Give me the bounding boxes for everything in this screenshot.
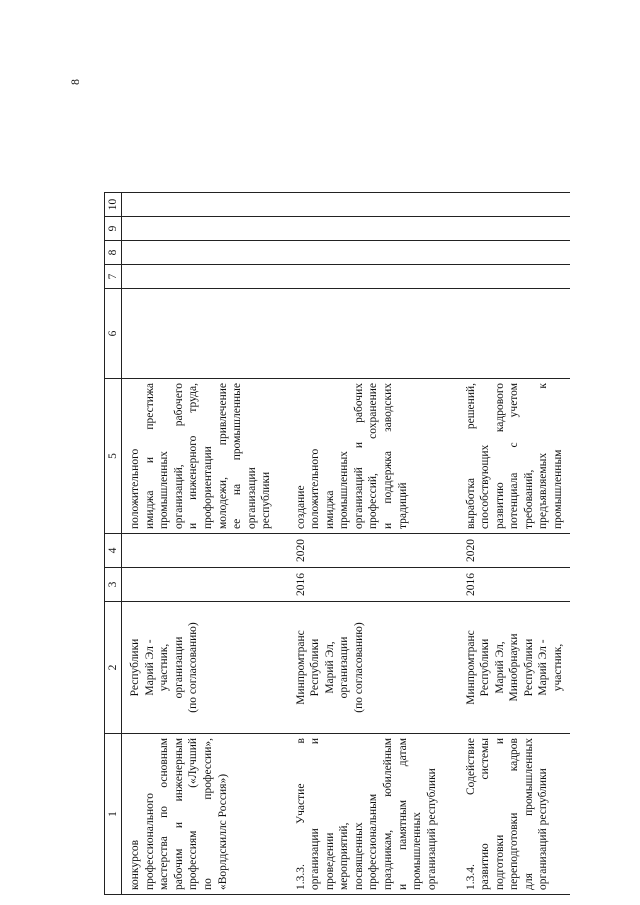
cell-line: «Ворлдскиллс Россия») [216,773,229,890]
cell-col-4: 2020 [458,534,570,568]
cell-line: Марий Эл - [537,639,550,696]
col-header-4: 4 [105,534,122,568]
cell-line: 1.3.3. Участие в [294,738,307,890]
cell-col-5 [288,379,458,534]
cell-line: профориентации [201,446,214,529]
cell-col-9 [122,217,288,241]
cell-line: для промышленных [522,738,535,890]
cell-line: организации и [309,738,322,890]
cell-line: Марий Эл - [143,639,156,696]
cell-col-3: 2016 [458,568,570,602]
cell-line: профессий, сохранение [367,383,380,529]
cell-line: и инженерного труда, [187,383,200,529]
cell-line: посвященных [352,822,365,890]
cell-col-2 [122,602,288,734]
cell-line: Марий Эл, [493,641,506,694]
cell-col-10 [288,193,458,217]
cell-line: положительного [309,448,322,529]
table-row [458,193,570,895]
cell-line: организации [172,636,185,699]
cell-line: промышленным [552,449,565,529]
cell-col-7 [122,265,288,289]
cell-line: организации [338,636,351,699]
col-header-2: 2 [105,602,122,734]
cell-line: выработка решений, [464,383,477,529]
cell-line: организаций республики [537,768,550,890]
cell-line: имиджа и престижа [143,383,156,529]
col-header-6: 6 [105,289,122,379]
col-header-1: 1 [105,734,122,895]
col-header-5: 5 [105,379,122,534]
cell-line: 1.3.4. Содействие [464,738,477,890]
cell-col-8 [122,241,288,265]
cell-col-8 [288,241,458,265]
cell-line: промышленных [338,451,351,529]
cell-line: участник, [158,643,171,692]
cell-line: организации [245,467,258,529]
cell-line: традиций [396,482,409,529]
table-row [122,193,288,895]
cell-col-1 [458,734,570,895]
col-header-10: 10 [105,193,122,217]
cell-col-6 [122,289,288,379]
cell-line: рабочим и инженерным [172,738,185,890]
cell-line: профессиональным [367,793,380,890]
cell-line: Республики [522,638,535,697]
cell-line: Минпромтранс [464,630,477,705]
cell-line: создание [294,485,307,529]
cell-line: профессионального [143,792,156,890]
cell-line: требований, [522,469,535,529]
col-header-7: 7 [105,265,122,289]
program-table [104,192,570,895]
cell-line: способствующих [479,444,492,529]
col-header-9: 9 [105,217,122,241]
cell-col-8 [458,241,570,265]
cell-line: республики [260,471,273,529]
cell-line: предъявляемых к [537,383,550,529]
cell-col-5 [458,379,570,534]
cell-line: имиджа [323,490,336,529]
cell-col-10 [122,193,288,217]
cell-line: Республики [129,638,141,697]
cell-col-6 [288,289,458,379]
cell-col-3 [122,568,288,602]
cell-line: переподготовки кадров [508,738,521,890]
cell-line: потенциала с учетом [508,383,521,529]
cell-line: по профессии», [201,738,214,890]
page-number: 8 [68,79,82,85]
cell-line: положительного [129,448,141,529]
cell-line: организаций республики [425,768,438,890]
cell-col-1 [122,734,288,895]
cell-col-2 [288,602,458,734]
cell-line: подготовки и [493,738,506,890]
cell-col-7 [288,265,458,289]
cell-line: конкурсов [129,839,141,890]
cell-line: развитию кадрового [493,383,506,529]
cell-line: (по согласованию) [352,622,365,713]
cell-line: развитию системы [479,738,492,890]
col-header-8: 8 [105,241,122,265]
cell-line: и поддержка заводских [382,383,395,529]
cell-col-6 [458,289,570,379]
cell-line: организаций и рабочих [352,383,365,529]
cell-col-5 [122,379,288,534]
cell-line: и памятным датам [396,738,409,890]
cell-col-2 [458,602,570,734]
cell-line: профессиям («Лучший [187,738,200,890]
cell-line: (по согласованию) [187,622,200,713]
cell-line: проведении [323,832,336,890]
cell-line: организаций, рабочего [172,383,185,529]
cell-line: Минобрнауки [508,633,521,702]
cell-col-10 [458,193,570,217]
cell-line: промышленных [158,451,171,529]
table-row [288,193,458,895]
cell-line: ее на промышленные [231,383,244,529]
cell-line: праздникам, юбилейным [382,738,395,890]
cell-col-3: 2016 [288,568,458,602]
cell-line: Республики [309,638,322,697]
cell-col-9 [288,217,458,241]
cell-line: Минпромтранс [294,630,307,705]
cell-line: Республики [479,638,492,697]
cell-line: Марий Эл, [323,641,336,694]
cell-line: участник, [552,643,565,692]
cell-col-1 [288,734,458,895]
cell-line: молодежи, привлечение [216,383,229,529]
cell-line: мероприятий, [338,822,351,890]
cell-col-4 [122,534,288,568]
column-number-row [105,193,122,895]
col-header-3: 3 [105,568,122,602]
cell-col-4: 2020 [288,534,458,568]
cell-line: мастерства по основным [158,738,171,890]
table-body [105,193,570,895]
cell-col-7 [458,265,570,289]
cell-line: промышленных [411,812,424,890]
cell-col-9 [458,217,570,241]
